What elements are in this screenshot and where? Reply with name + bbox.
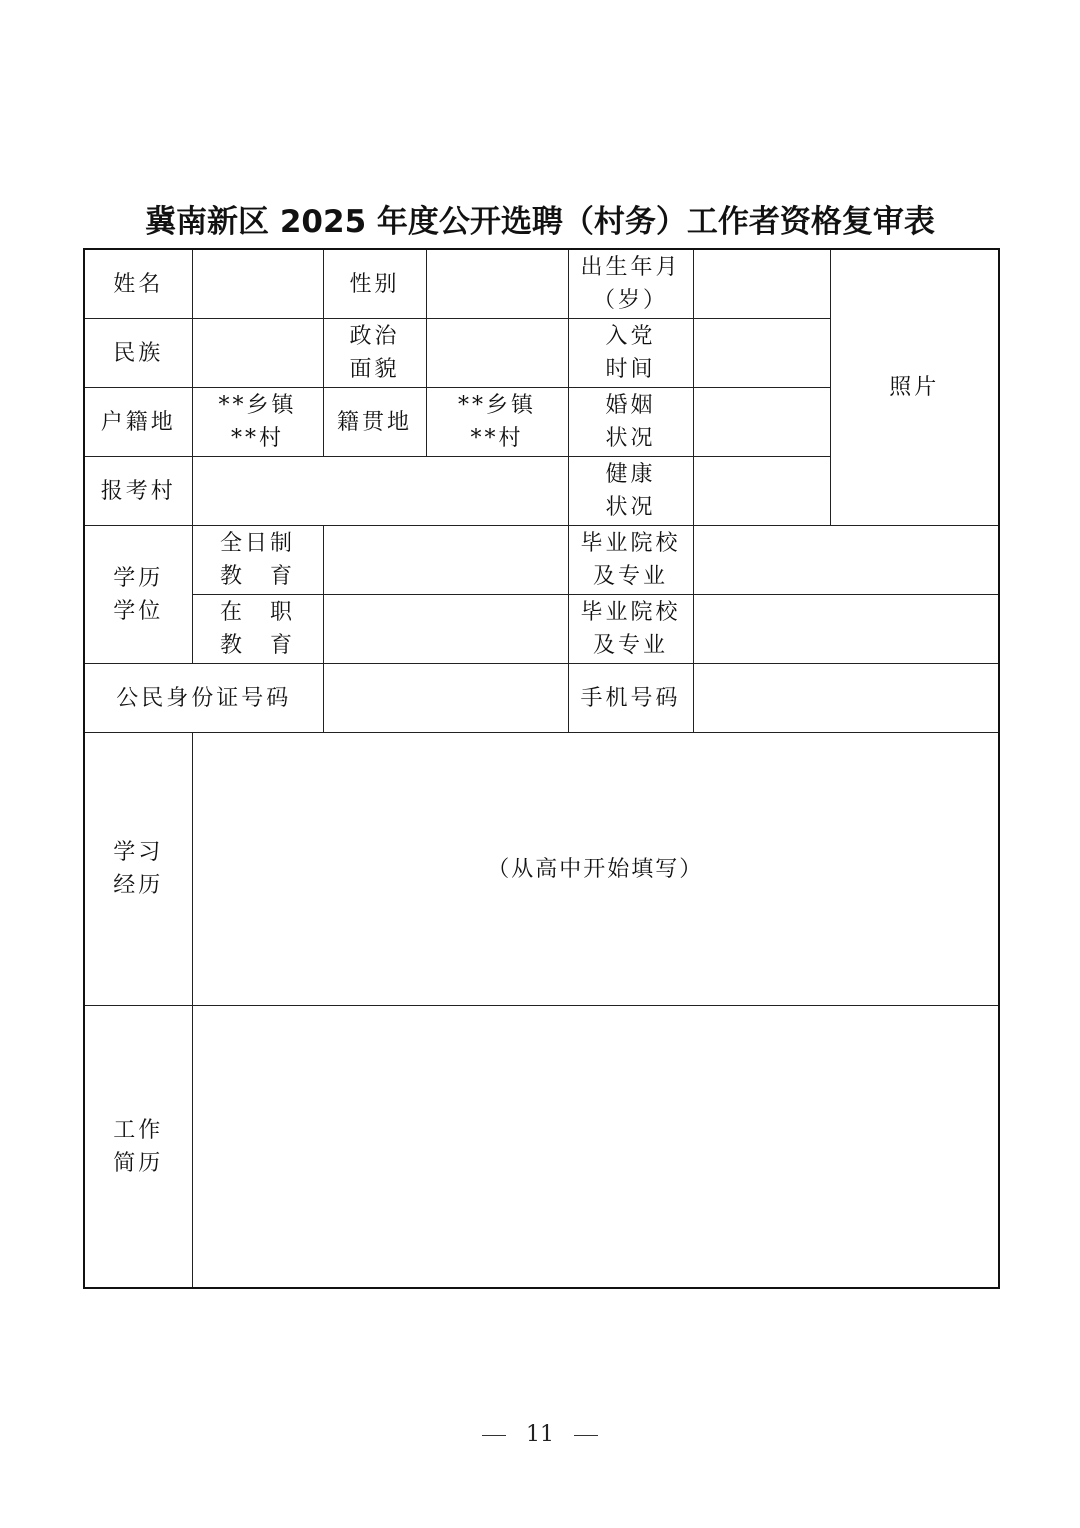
field-marital[interactable] (693, 388, 830, 457)
label-health (568, 457, 693, 526)
field-fulltime-degree[interactable] (323, 526, 568, 595)
qualification-review-form (83, 248, 1000, 1289)
field-gender[interactable] (426, 249, 568, 319)
label-inservice-school-line2: 及专业 (592, 633, 668, 658)
label-political-line2: 面貌 (349, 357, 400, 382)
label-health-line1: 健康 (605, 462, 656, 487)
page-number: 11 (526, 1422, 554, 1447)
field-birth[interactable] (693, 249, 830, 319)
row-education-fulltime (84, 526, 999, 595)
label-fulltime-school-line2: 及专业 (592, 564, 668, 589)
label-health-line2: 状况 (605, 495, 656, 520)
footer-dash-left (482, 1435, 506, 1436)
label-fulltime-line2: 教 育 (219, 564, 295, 589)
label-household: 户籍地 (84, 388, 192, 457)
label-study-line2: 经历 (113, 873, 164, 898)
field-ethnicity[interactable] (192, 319, 323, 388)
page-footer (0, 1422, 1080, 1447)
label-marital-line1: 婚姻 (605, 393, 656, 418)
label-political-line1: 政治 (349, 324, 400, 349)
label-inservice (192, 595, 323, 664)
label-inservice-school (568, 595, 693, 664)
label-village: 报考村 (84, 457, 192, 526)
field-political[interactable] (426, 319, 568, 388)
label-phone: 手机号码 (568, 664, 693, 733)
field-village[interactable] (192, 457, 568, 526)
label-birth (568, 249, 693, 319)
field-phone[interactable] (693, 664, 999, 733)
field-inservice-school[interactable] (693, 595, 999, 664)
label-gender: 性别 (323, 249, 426, 319)
label-party-line2: 时间 (605, 357, 656, 382)
label-study (84, 733, 192, 1006)
label-fulltime-school (568, 526, 693, 595)
row-education-inservice (84, 595, 999, 664)
label-fulltime-school-line1: 毕业院校 (580, 531, 681, 556)
label-work (84, 1006, 192, 1289)
label-party-line1: 入党 (605, 324, 656, 349)
label-inservice-line1: 在 职 (219, 600, 295, 625)
label-id-number: 公民身份证号码 (84, 664, 323, 733)
field-study[interactable] (192, 733, 999, 1006)
field-id-number[interactable] (323, 664, 568, 733)
row-work (84, 1006, 999, 1289)
photo-box[interactable] (830, 249, 999, 526)
label-party (568, 319, 693, 388)
household-village: **村 (230, 426, 284, 451)
label-marital-line2: 状况 (605, 426, 656, 451)
field-name[interactable] (192, 249, 323, 319)
household-town: **乡镇 (218, 393, 297, 418)
label-education-line2: 学位 (113, 598, 164, 624)
label-work-line2: 简历 (113, 1150, 164, 1176)
native-village: **村 (470, 426, 524, 451)
page-title: 冀南新区 2025 年度公开选聘（村务）工作者资格复审表 (145, 204, 935, 240)
label-marital (568, 388, 693, 457)
field-household[interactable] (192, 388, 323, 457)
row-contact (84, 664, 999, 733)
label-photo: 照片 (889, 375, 940, 400)
label-education (84, 526, 192, 664)
row-basic-1 (84, 249, 999, 319)
row-study (84, 733, 999, 1006)
label-study-line1: 学习 (113, 840, 164, 865)
label-political (323, 319, 426, 388)
label-name: 姓名 (84, 249, 192, 319)
label-work-line1: 工作 (113, 1117, 164, 1143)
label-inservice-school-line1: 毕业院校 (580, 600, 681, 625)
label-native: 籍贯地 (323, 388, 426, 457)
field-inservice-degree[interactable] (323, 595, 568, 664)
label-education-line1: 学历 (113, 565, 164, 591)
field-native[interactable] (426, 388, 568, 457)
label-inservice-line2: 教 育 (219, 633, 295, 658)
field-party[interactable] (693, 319, 830, 388)
field-fulltime-school[interactable] (693, 526, 999, 595)
label-fulltime (192, 526, 323, 595)
study-note: （从高中开始填写） (487, 856, 704, 882)
label-birth-line1: 出生年月 (580, 255, 681, 280)
field-work[interactable] (192, 1006, 999, 1289)
native-town: **乡镇 (457, 393, 536, 418)
field-health[interactable] (693, 457, 830, 526)
label-fulltime-line1: 全日制 (219, 531, 295, 556)
label-ethnicity: 民族 (84, 319, 192, 388)
label-birth-line2: （岁） (592, 288, 668, 313)
footer-dash-right (574, 1435, 598, 1436)
